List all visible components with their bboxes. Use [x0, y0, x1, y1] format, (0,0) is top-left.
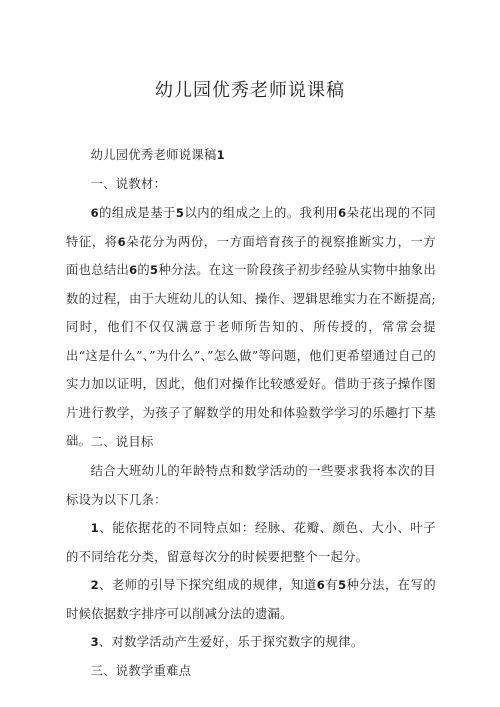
number: 6: [316, 578, 326, 592]
subtitle-number: 1: [216, 148, 225, 162]
section1-body: [66, 199, 436, 456]
section2-heading: 二、说目标: [90, 435, 154, 449]
text-run: 朵花出现的不同特征，将: [66, 206, 436, 249]
number: 6: [90, 206, 99, 220]
number: 6: [117, 234, 126, 249]
goal-text: 有: [325, 578, 339, 592]
text-run: 种分法。在这一阶段孩子初步经验从实物中抽象出数的过程，由于大班幼儿的认知、操作、逻辑思维实力在不断提高;同时，他们不仅仅满意于老师所告知的、所传授的，常常会提出“这是什么”、”为什么”、”怎么做”等问题，他们更希望通过自己的实力加以证明，因此，他们对操作比较感爱好。借助于孩子操作图片进行教学，为孩子了解数学的用处和体验数学学习的乐趣打下基础。: [66, 263, 436, 448]
subtitle: [66, 141, 436, 170]
goal-text: 、能依据花的不同特点如：经脉、花瓣、颜色、大小、叶子的不同给花分类，留意每次分的时候要把整个一起分。: [66, 521, 436, 564]
section1-heading: 一、说教材：: [90, 177, 167, 191]
goal-item: [66, 571, 436, 628]
text-run: 朵花分为两份，一方面培育孩子的视察推断实力，一方面也总结出: [66, 234, 436, 277]
text-run: 以内的组成之上的。我利用: [184, 206, 339, 220]
goal-text: 种分法，在写的时候依据数字排序可以削减分法的遗漏。: [66, 578, 436, 621]
section3-heading: 三、说教学重难点: [90, 664, 192, 678]
goal-text: 、老师的引导下探究组成的规律，知道: [98, 578, 317, 592]
number: 6: [338, 206, 347, 220]
section2-intro: 结合大班幼儿的年龄特点和数学活动的一些要求我将本次的目标设为以下几条：: [66, 464, 436, 507]
subtitle-text: 幼儿园优秀老师说课稿: [90, 148, 217, 162]
number: 6: [129, 263, 138, 277]
goal-item: [66, 514, 436, 571]
goal-number: 2: [90, 578, 99, 592]
text-run: 的组成是基于: [98, 206, 176, 220]
goal-number: 1: [90, 521, 99, 535]
goal-item: [66, 628, 436, 657]
document-title: 幼儿园优秀老师说课稿: [155, 80, 345, 101]
text-run: 的: [137, 263, 151, 277]
number: 5: [338, 578, 347, 592]
number: 5: [150, 263, 159, 277]
goal-text: 、对数学活动产生爱好，乐于探究数字的规律。: [98, 635, 364, 649]
number: 5: [175, 206, 185, 220]
goal-number: 3: [90, 635, 99, 649]
